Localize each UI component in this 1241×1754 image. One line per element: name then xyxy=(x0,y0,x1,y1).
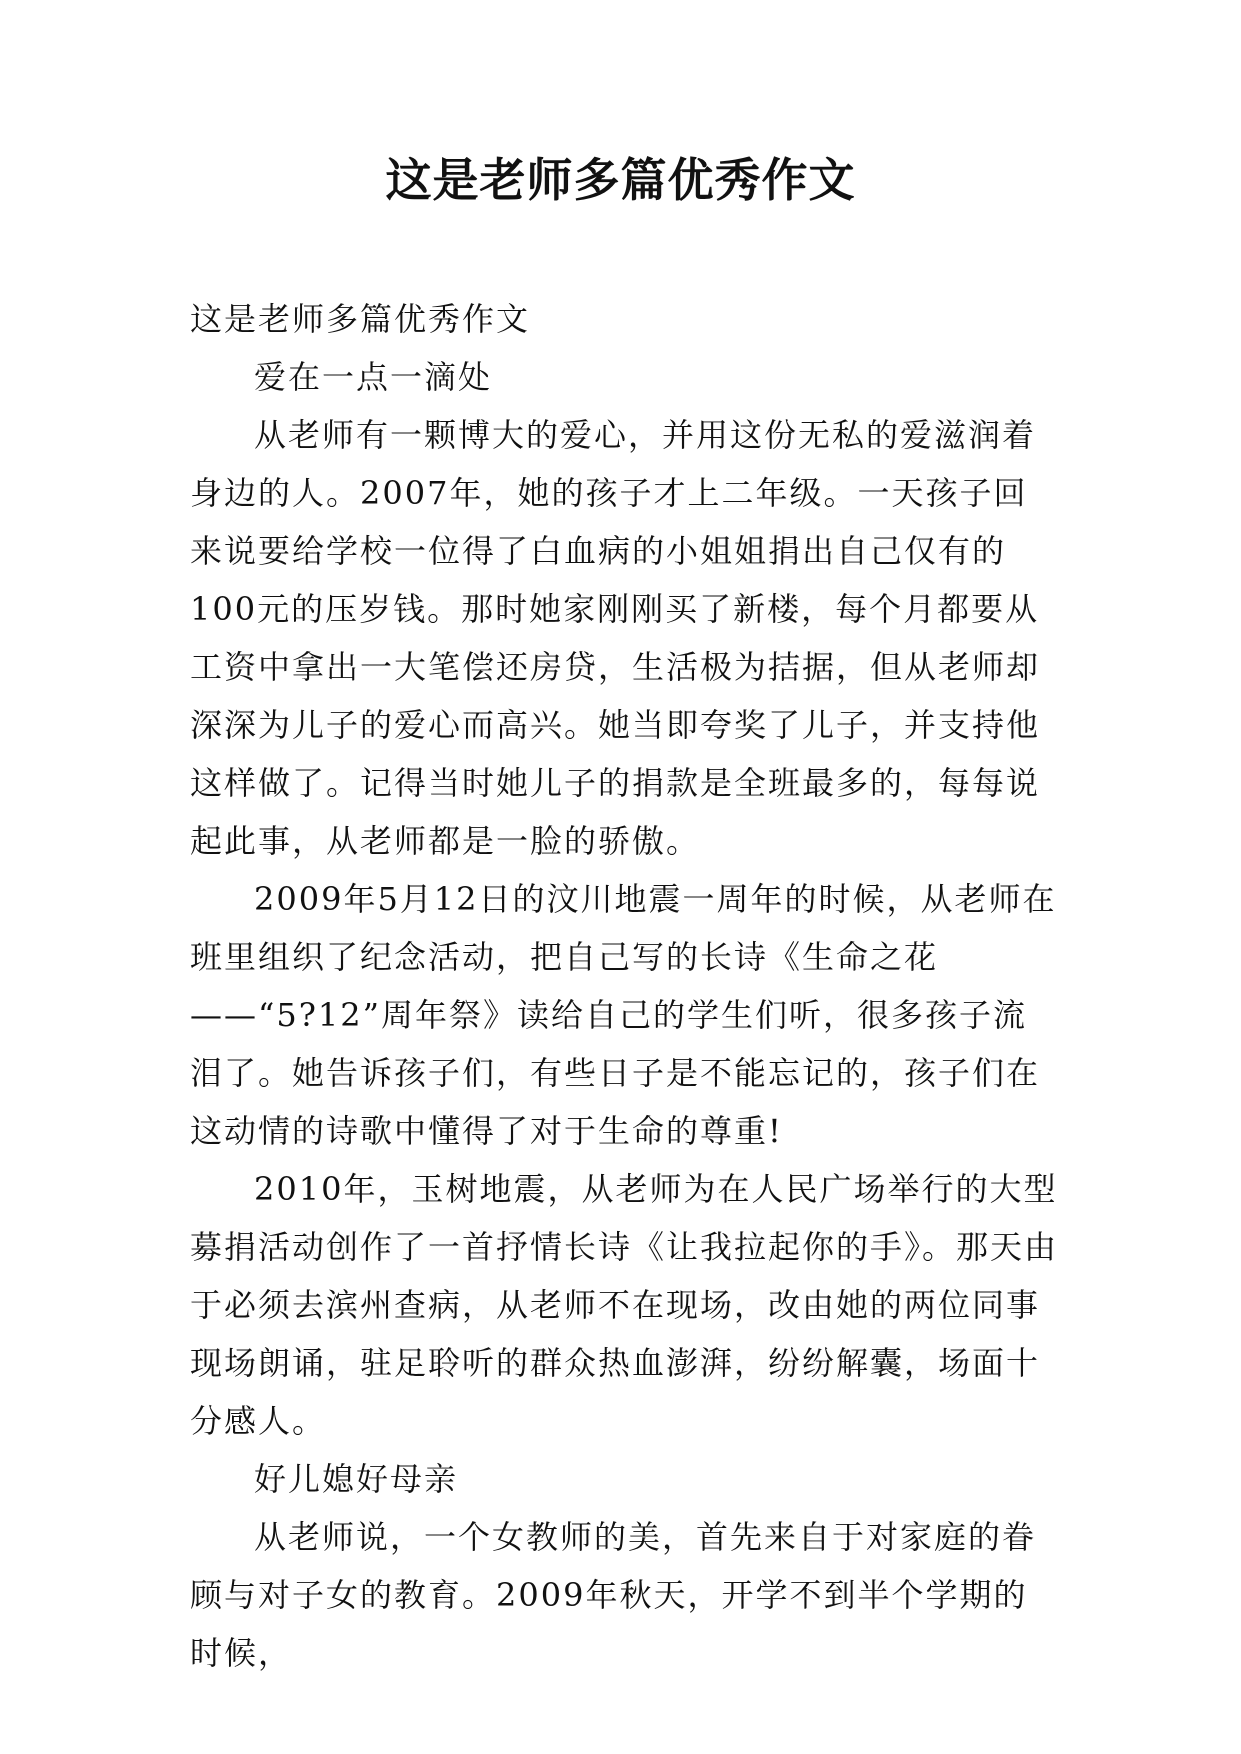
section-heading: 爱在一点一滴处 xyxy=(254,358,493,396)
paragraph: 从老师有一颗博大的爱心，并用这份无私的爱滋润着身边的人。2007年，她的孩子才上二年级。一天孩子回来说要给学校一位得了白血病的小姐姐捐出自己仅有的100元的压岁钱。那时她家刚刚买了新楼，每个月都要从工资中拿出一大笔偿还房贷，生活极为拮据，但从老师却深深为儿子的爱心而高兴。她当即夸奖了儿子，并支持他这样做了。记得当时她儿子的捐款是全班最多的，每每说起此事，从老师都是一脸的骄傲。 xyxy=(190,416,1041,860)
document-subtitle: 这是老师多篇优秀作文 xyxy=(190,300,531,338)
section-heading: 好儿媳好母亲 xyxy=(254,1460,459,1498)
paragraph: 2009年5月12日的汶川地震一周年的时候，从老师在班里组织了纪念活动，把自己写的长诗《生命之花——“5?12”周年祭》读给自己的学生们听，很多孩子流泪了。她告诉孩子们，有些日子是不能忘记的，孩子们在这动情的诗歌中懂得了对于生命的尊重! xyxy=(190,880,1057,1150)
paragraph: 从老师说，一个女教师的美，首先来自于对家庭的眷顾与对子女的教育。2009年秋天，开学不到半个学期的时候， xyxy=(190,1518,1037,1672)
paragraph: 2010年，玉树地震，从老师为在人民广场举行的大型募捐活动创作了一首抒情长诗《让我拉起你的手》。那天由于必须去滨州查病，从老师不在现场，改由她的两位同事现场朗诵，驻足聆听的群众热血澎湃，纷纷解囊，场面十分感人。 xyxy=(190,1170,1059,1440)
page-title: 这是老师多篇优秀作文 xyxy=(385,153,856,207)
document-body xyxy=(190,290,1060,1682)
